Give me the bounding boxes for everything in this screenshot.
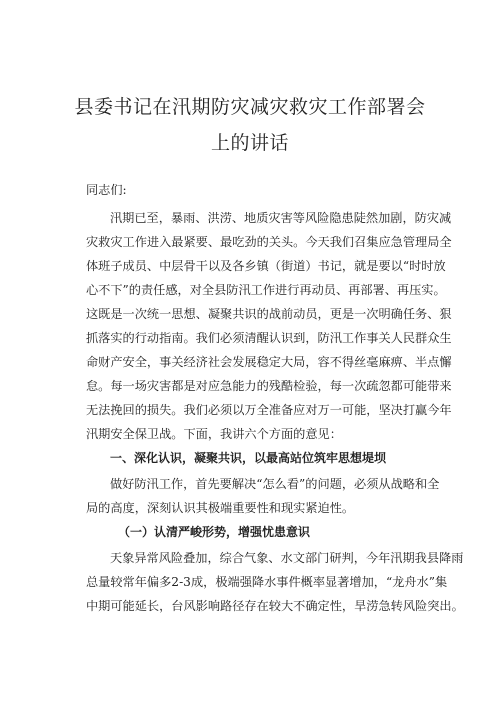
paragraph3-line: 天象异常风险叠加，综合气象、水文部门研判，今年汛期我县降雨 <box>110 551 464 565</box>
paragraph1-line: 无法挽回的损失。我们必须以万全准备应对万一可能，坚决打赢今年 <box>86 403 452 417</box>
paragraph1-line: 怠。每一场灾害都是对应急能力的残酷检验，每一次疏忽都可能带来 <box>86 379 452 393</box>
paragraph2-line: 做好防汛工作，首先要解决“怎么看”的问题，必须从战略和全 <box>110 477 440 491</box>
paragraph1-line: 心不下”的责任感，对全县防汛工作进行再动员、再部署、再压实。 <box>86 283 446 297</box>
greeting: 同志们: <box>86 183 127 197</box>
paragraph1-line: 汛期已至，暴雨、洪涝、地质灾害等风险隐患陡然加剧，防灾减 <box>110 211 452 225</box>
paragraph3-line: 中期可能延长，台风影响路径存在较大不确定性，旱涝急转风险突出。 <box>86 599 464 613</box>
paragraph1-line: 汛期安全保卫战。下面，我讲六个方面的意见： <box>86 427 342 441</box>
paragraph1-line: 灾救灾工作进入最紧要、最吃劲的关头。今天我们召集应急管理局全 <box>86 235 452 249</box>
document-title-line1: 县委书记在汛期防灾减灾救灾工作部署会 <box>74 96 426 118</box>
document-title-line2: 上的讲话 <box>210 132 289 154</box>
paragraph1-line: 抓落实的行动指南。我们必须清醒认识到，防汛工作事关人民群众生 <box>86 331 452 345</box>
paragraph3-line: 总量较常年偏多2-3成，极端强降水事件概率显著增加，“龙舟水”集 <box>86 575 448 589</box>
subsection-heading: （一）认清严峻形势，增强忧患意识 <box>118 525 311 539</box>
paragraph1-line: 这既是一次统一思想、凝聚共识的战前动员，更是一次明确任务、狠 <box>86 307 452 321</box>
paragraph1-line: 体班子成员、中层骨干以及各乡镇（街道）书记，就是要以“时时放 <box>86 259 446 273</box>
paragraph1-line: 命财产安全，事关经济社会发展稳定大局，容不得丝毫麻痹、半点懈 <box>86 355 452 369</box>
section-heading: 一、深化认识，凝聚共识，以最高站位筑牢思想堤坝 <box>110 451 387 465</box>
paragraph2-line: 局的高度，深刻认识其极端重要性和现实紧迫性。 <box>86 501 355 515</box>
